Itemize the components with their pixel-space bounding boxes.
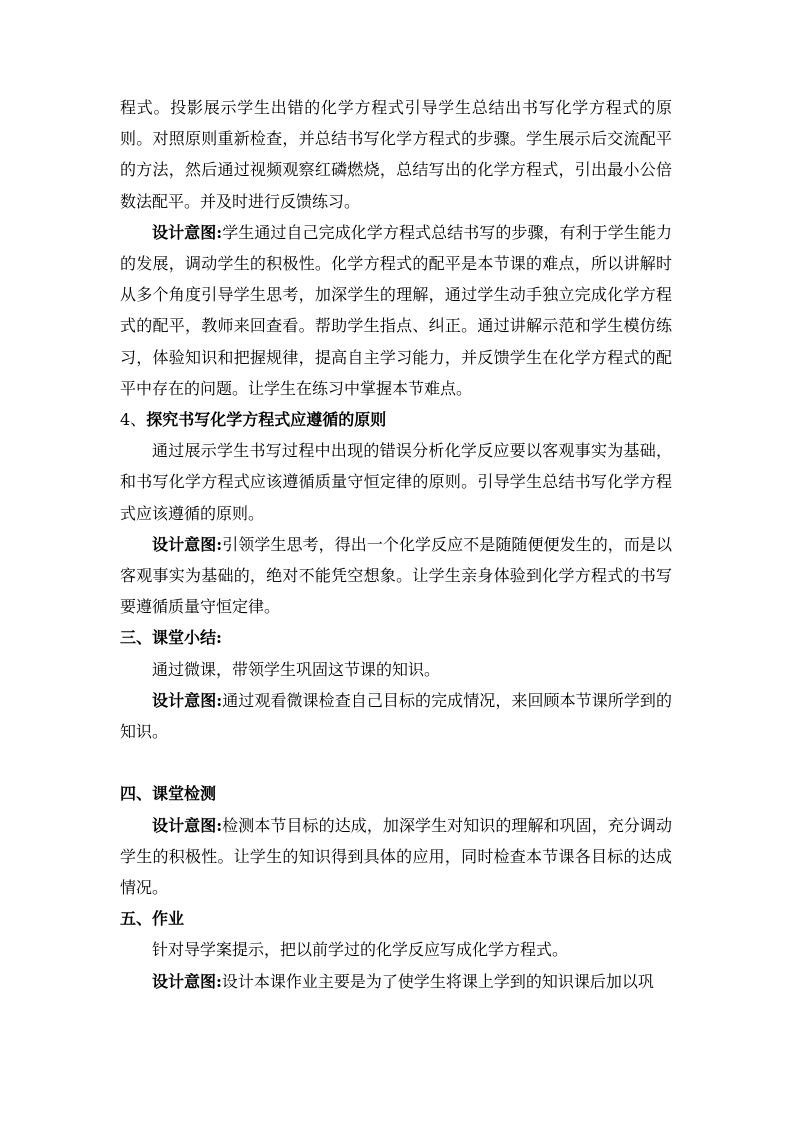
design-intent-text: 设计本课作业主要是为了使学生将课上学到的知识课后加以巩 — [221, 971, 654, 991]
section-heading-4 — [120, 404, 672, 435]
design-intent-text: 通过观看微课检查自己目标的完成情况，来回顾本节课所学到的知识。 — [120, 690, 672, 742]
design-intent-label: 设计意图: — [152, 815, 223, 835]
design-intent-text: 检测本节目标的达成，加深学生对知识的理解和巩固，充分调动学生的积极性。让学生的知识得到具体的应用，同时检查本节课各目标的达成情况。 — [120, 815, 672, 898]
body-paragraph: 针对导学案提示，把以前学过的化学反应写成化学方程式。 — [152, 940, 569, 960]
design-intent-label: 设计意图: — [152, 690, 223, 710]
section-number: 4、 — [120, 410, 147, 430]
body-paragraph: 通过展示学生书写过程中出现的错误分析化学反应要以客观事实为基础，和书写化学方程式应该遵循质量守恒定律的原则。引导学生总结书写化学方程式应该遵循的原则。 — [120, 441, 672, 523]
design-intent-paragraph — [120, 966, 672, 997]
section-title: 探究书写化学方程式应遵循的原则 — [146, 410, 387, 430]
section-heading-five: 五、作业 — [120, 909, 185, 929]
body-paragraph: 程式。投影展示学生出错的化学方程式引导学生总结出书写化学方程式的原则。对照原则重新检查，并总结书写化学方程式的步骤。学生展示后交流配平的方法，然后通过视频观察红磷燃烧，总结写出的化学方程式，引出最小公倍数法配平。并及时进行反馈练习。 — [120, 98, 672, 211]
design-intent-paragraph — [120, 810, 672, 904]
section-heading-four: 四、课堂检测 — [120, 784, 217, 804]
design-intent-paragraph — [120, 217, 672, 404]
design-intent-label: 设计意图: — [152, 534, 223, 554]
design-intent-text: 学生通过自己完成化学方程式总结书写的步骤，有利于学生能力的发展，调动学生的积极性。化学方程式的配平是本节课的难点，所以讲解时从多个角度引导学生思考，加深学生的理解，通过学生动手独立完成化学方程式的配平，教师来回查看。帮助学生指点、纠正。通过讲解示范和学生模仿练习，体验知识和把握规律，提高自主学习能力，并反馈学生在化学方程式的配平中存在的问题。让学生在练习中掌握本节难点。 — [120, 222, 672, 398]
body-paragraph: 通过微课，带领学生巩固这节课的知识。 — [152, 659, 441, 679]
blank-line — [120, 747, 672, 778]
design-intent-label: 设计意图: — [152, 222, 223, 242]
design-intent-paragraph — [120, 685, 672, 747]
section-heading-three: 三、课堂小结: — [120, 628, 222, 648]
design-intent-text: 引领学生思考，得出一个化学反应不是随随便便发生的，而是以客观事实为基础的，绝对不能凭空想象。让学生亲身体验到化学方程式的书写要遵循质量守恒定律。 — [120, 534, 672, 617]
design-intent-label: 设计意图: — [152, 971, 222, 991]
document-page — [120, 92, 672, 997]
design-intent-paragraph — [120, 529, 672, 623]
